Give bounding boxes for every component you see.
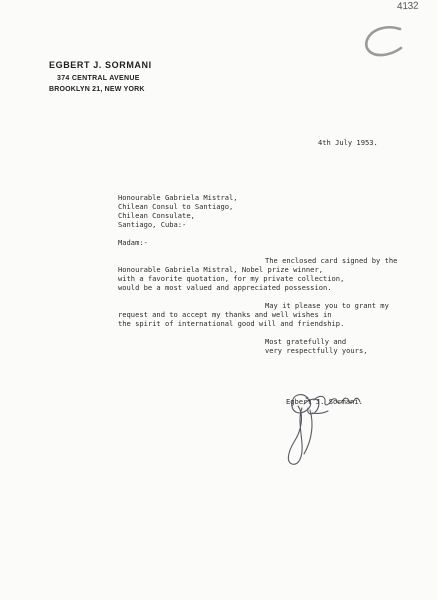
closing-line: very respectfully yours, [265,346,368,355]
recipient-line: Santiago, Cuba:- [118,220,187,229]
letter-date: 4th July 1953. [318,138,378,147]
letterhead-name: EGBERT J. SORMANI [49,60,152,70]
body-line: with a favorite quotation, for my private collection, [118,274,345,283]
archive-number: 4132 [396,0,419,13]
body-line: Honourable Gabriela Mistral, Nobel prize winner, [118,265,323,274]
closing-line: Most gratefully and [265,337,347,346]
pencil-check-mark [360,22,408,64]
body-line: the spirit of international good will and friendship. [118,319,345,328]
handwritten-signature [268,370,378,470]
body-line: would be a most valued and appreciated possession. [118,283,332,292]
recipient-line: Honourable Gabriela Mistral, [118,193,238,202]
body-line: May it please you to grant my [265,301,389,310]
recipient-line: Chilean Consulate, [118,211,195,220]
salutation: Madam:- [118,238,148,247]
signature-typed-name: Egbert J. Sormani. [286,397,363,406]
letterhead [49,60,152,93]
letterhead-city: BROOKLYN 21, NEW YORK [49,86,145,93]
letterhead-street: 374 CENTRAL AVENUE [57,75,140,82]
body-line: The enclosed card signed by the [265,256,398,265]
recipient-line: Chilean Consul to Santiago, [118,202,234,211]
body-line: request and to accept my thanks and well wishes in [118,310,332,319]
